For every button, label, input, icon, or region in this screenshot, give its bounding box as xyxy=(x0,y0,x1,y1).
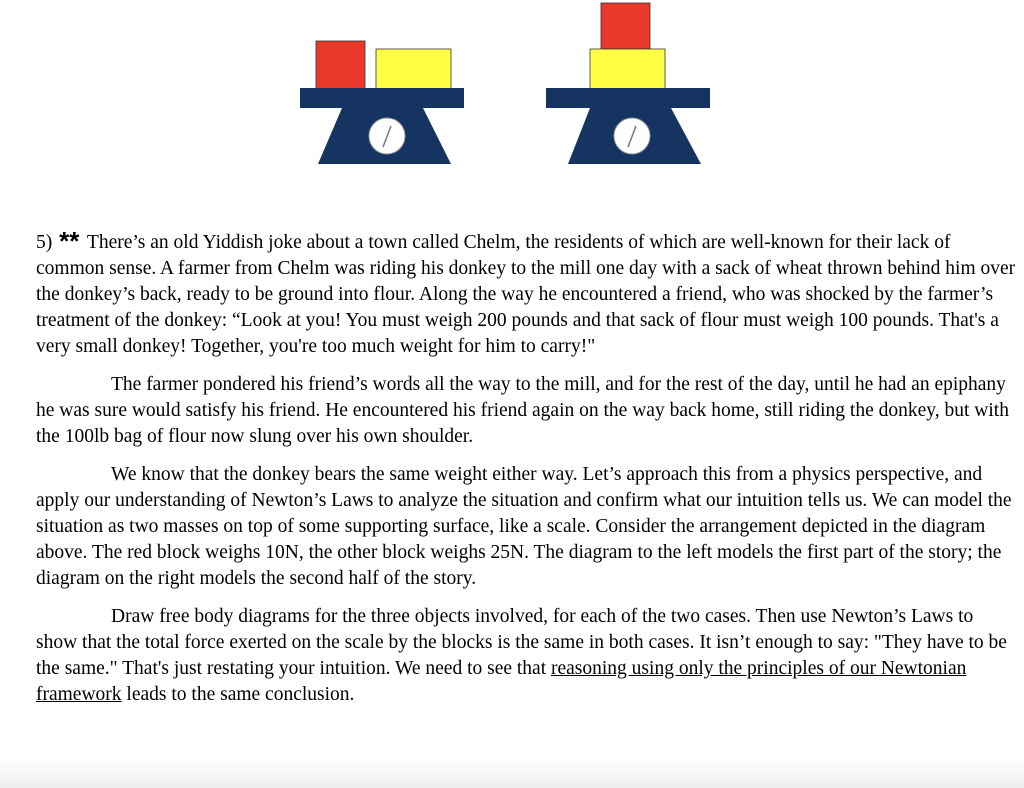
paragraph-1-text: There’s an old Yiddish joke about a town called Chelm, the residents of which are well-known for their lack of common sense. A farmer from Chelm was riding his donkey to the mill one day with a sack of wheat thrown behind him over the donkey’s back, ready to be ground into flour. Along the way he encountered a friend, who was shocked by the farmer’s treatment of the donkey: “Look at you! You must weigh 200 pounds and that sack of flour must weigh 100 pounds. That's a very small donkey! Together, you're too much weight for him to carry!" xyxy=(36,232,1016,357)
paragraph-4-end: leads to the same conclusion. xyxy=(126,684,355,705)
paragraph-4 xyxy=(36,604,1016,708)
yellow-block xyxy=(590,49,665,89)
red-block xyxy=(601,3,650,49)
bottom-fade xyxy=(0,758,1024,788)
scale-platform xyxy=(300,88,464,108)
problem-number: 5) xyxy=(36,232,53,253)
paragraph-2: The farmer pondered his friend’s words all the way to the mill, and for the rest of the day, until he had an epiphany he was sure would satisfy his friend. He encountered his friend again on the way back home, still riding the donkey, but with the 100lb bag of flour now slung over his own shoulder. xyxy=(36,374,1009,447)
paragraph-1 xyxy=(36,228,1016,360)
scale-diagram xyxy=(0,0,1024,180)
paragraph-3: We know that the donkey bears the same weight either way. Let’s approach this from a physics perspective, and apply our understanding of Newton’s Laws to analyze the situation and confirm what our intuition tells us. We can model the situation as two masses on top of some supporting surface, like a scale. Consider the arrangement depicted in the diagram above. The red block weighs 10N, the other block weighs 25N. The diagram to the left models the first part of the story; the diagram on the right models the second half of the story. xyxy=(36,464,1012,589)
red-block xyxy=(316,41,365,89)
difficulty-stars: ** xyxy=(59,226,80,256)
yellow-block xyxy=(376,49,451,89)
problem-text xyxy=(36,228,1016,720)
scale-platform xyxy=(546,88,710,108)
paragraph-4-text: Draw free body diagrams for the three objects involved, for each of the two cases. Then use Newton’s Laws to show that the total force exerted on the scale by the blocks is the same in both cases. It isn’t enough to say: "They have to be the same." That's just restating your intuition. We need to see that xyxy=(36,606,1007,679)
right-scale-case xyxy=(546,3,710,164)
left-scale-case xyxy=(300,41,464,164)
underlined-phrase: reasoning using only the principles of our Newtonian framework xyxy=(36,658,967,705)
